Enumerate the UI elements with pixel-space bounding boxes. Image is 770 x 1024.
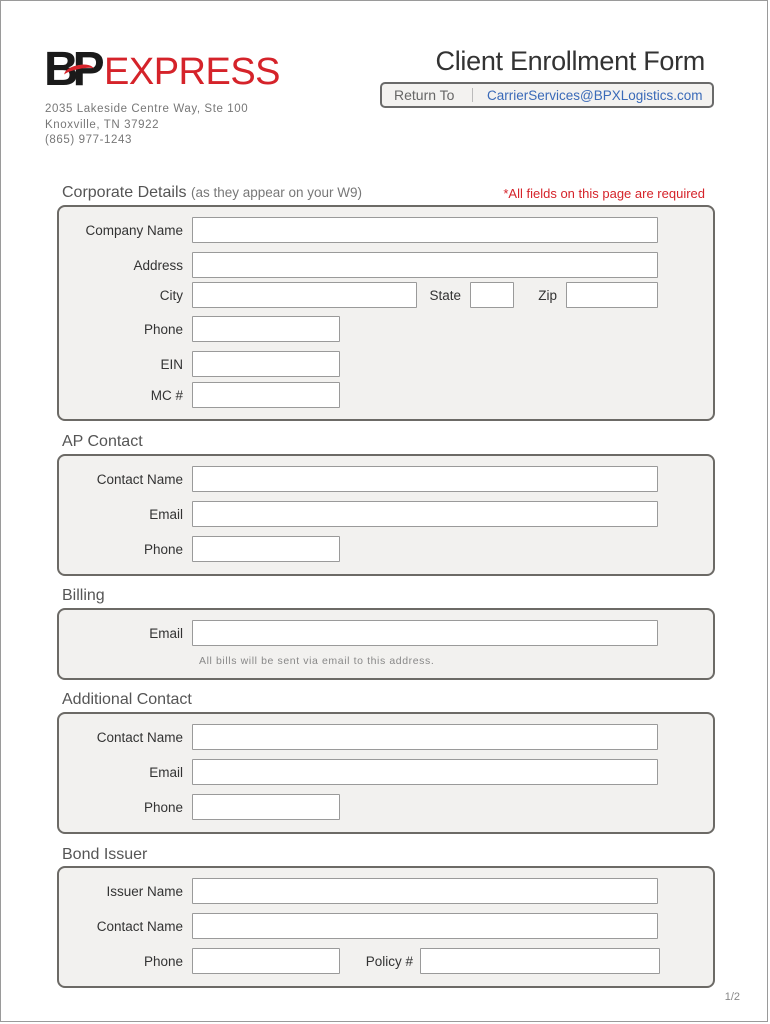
ap-phone-label: Phone [143,542,183,557]
company-name-input[interactable] [192,217,658,243]
section-title-billing: Billing [62,587,105,604]
ap-contact-box [57,454,715,576]
corporate-subtitle: (as they appear on your W9) [190,185,363,200]
ein-input[interactable] [192,351,340,377]
zip-input[interactable] [566,282,658,308]
return-email-link[interactable]: CarrierServices@BPXLogistics.com [487,87,703,103]
bond-phone-input[interactable] [192,948,340,974]
return-to-label: Return To [394,87,455,103]
additional-phone-input[interactable] [192,794,340,820]
address-input[interactable] [192,252,658,278]
address-label: Address [133,258,183,273]
mc-input[interactable] [192,382,340,408]
phone-input[interactable] [192,316,340,342]
state-input[interactable] [470,282,514,308]
additional-email-input[interactable] [192,759,658,785]
issuer-name-input[interactable] [192,878,658,904]
address-line-2: Knoxville, TN 37922 [45,118,160,131]
phone-label: Phone [143,322,183,337]
bond-phone-label: Phone [143,954,183,969]
company-address [45,102,248,149]
form-title: Client Enrollment Form [435,46,705,76]
city-label: City [159,288,183,303]
ap-phone-input[interactable] [192,536,340,562]
billing-email-input[interactable] [192,620,658,646]
address-line-1: 2035 Lakeside Centre Way, Ste 100 [45,103,249,115]
zip-label: Zip [538,288,557,303]
additional-email-label: Email [149,765,183,780]
logo-bp-text: BP [44,43,99,96]
section-title-additional: Additional Contact [62,691,192,708]
mc-label: MC # [150,388,183,403]
additional-phone-label: Phone [143,800,183,815]
additional-contact-name-input[interactable] [192,724,658,750]
issuer-name-label: Issuer Name [106,884,183,899]
logo-express-text: EXPRESS [104,51,281,93]
billing-note: All bills will be sent via email to this address. [199,655,435,667]
ein-label: EIN [160,357,183,372]
additional-contact-name-label: Contact Name [96,730,183,745]
policy-label: Policy # [365,954,413,969]
policy-input[interactable] [420,948,660,974]
bond-issuer-box [57,866,715,988]
ap-contact-name-label: Contact Name [96,472,183,487]
billing-box [57,608,715,680]
corporate-details-box [57,205,715,421]
section-title-ap: AP Contact [62,433,143,450]
ap-email-label: Email [149,507,183,522]
company-name-label: Company Name [85,223,183,238]
address-line-3: (865) 977-1243 [45,134,133,146]
return-separator [472,88,473,102]
billing-email-label: Email [149,626,183,641]
additional-contact-box [57,712,715,834]
required-note: *All fields on this page are required [503,186,705,201]
bond-contact-name-label: Contact Name [96,919,183,934]
page-number: 1/2 [724,991,740,1003]
ap-email-input[interactable] [192,501,658,527]
return-to-box [380,82,714,108]
ap-contact-name-input[interactable] [192,466,658,492]
bpx-logo [44,45,284,95]
corporate-title: Corporate Details [62,184,187,201]
city-input[interactable] [192,282,417,308]
bond-contact-name-input[interactable] [192,913,658,939]
state-label: State [429,288,461,303]
section-title-corporate [62,184,362,202]
section-title-bond: Bond Issuer [62,846,148,863]
